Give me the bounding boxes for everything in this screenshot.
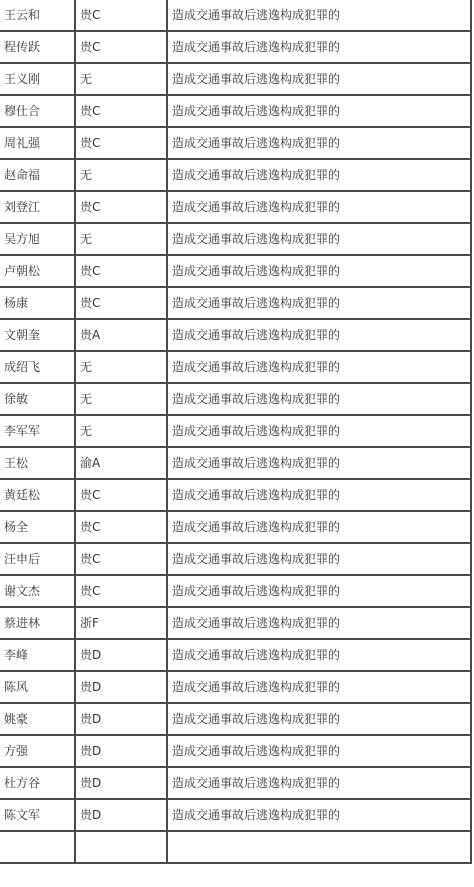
name-cell: 汪申后: [0, 543, 75, 575]
table-row: [0, 95, 471, 127]
name-cell: 杨康: [0, 287, 75, 319]
table-row: [0, 735, 471, 767]
table-row: [0, 255, 471, 287]
reason-cell: 造成交通事故后逃逸构成犯罪的: [167, 351, 471, 383]
table-row: [0, 511, 471, 543]
plate-cell: 贵C: [75, 287, 167, 319]
plate-cell: 贵C: [75, 31, 167, 63]
name-cell: 陈文军: [0, 799, 75, 831]
reason-cell: 造成交通事故后逃逸构成犯罪的: [167, 31, 471, 63]
reason-cell: 造成交通事故后逃逸构成犯罪的: [167, 415, 471, 447]
name-cell: 李军军: [0, 415, 75, 447]
reason-cell: 造成交通事故后逃逸构成犯罪的: [167, 159, 471, 191]
reason-cell: 造成交通事故后逃逸构成犯罪的: [167, 767, 471, 799]
name-cell: 杜方谷: [0, 767, 75, 799]
table-row: [0, 831, 471, 863]
name-cell: 谢文杰: [0, 575, 75, 607]
plate-cell: 贵C: [75, 479, 167, 511]
table-row: [0, 351, 471, 383]
name-cell: 徐敏: [0, 383, 75, 415]
table-row: [0, 127, 471, 159]
name-cell: 穆仕合: [0, 95, 75, 127]
reason-cell: 造成交通事故后逃逸构成犯罪的: [167, 319, 471, 351]
name-cell: 陈风: [0, 671, 75, 703]
table-row: [0, 799, 471, 831]
reason-cell: 造成交通事故后逃逸构成犯罪的: [167, 191, 471, 223]
reason-cell: 造成交通事故后逃逸构成犯罪的: [167, 63, 471, 95]
reason-cell: 造成交通事故后逃逸构成犯罪的: [167, 0, 471, 31]
plate-cell: 贵D: [75, 735, 167, 767]
reason-cell: 造成交通事故后逃逸构成犯罪的: [167, 607, 471, 639]
reason-cell: 造成交通事故后逃逸构成犯罪的: [167, 543, 471, 575]
table-row: [0, 319, 471, 351]
table-row: [0, 63, 471, 95]
plate-cell: 无: [75, 383, 167, 415]
plate-cell: 无: [75, 415, 167, 447]
name-cell: 赵命福: [0, 159, 75, 191]
reason-cell: [167, 831, 471, 863]
reason-cell: 造成交通事故后逃逸构成犯罪的: [167, 383, 471, 415]
table-row: [0, 671, 471, 703]
plate-cell: 无: [75, 351, 167, 383]
reason-cell: 造成交通事故后逃逸构成犯罪的: [167, 735, 471, 767]
plate-cell: 贵C: [75, 0, 167, 31]
plate-cell: 贵C: [75, 575, 167, 607]
table-row: [0, 767, 471, 799]
table-row: [0, 159, 471, 191]
name-cell: 刘登江: [0, 191, 75, 223]
table-row: [0, 639, 471, 671]
plate-cell: 无: [75, 159, 167, 191]
plate-cell: 贵D: [75, 703, 167, 735]
name-cell: 王云和: [0, 0, 75, 31]
plate-cell: [75, 831, 167, 863]
name-cell: 黄廷松: [0, 479, 75, 511]
reason-cell: 造成交通事故后逃逸构成犯罪的: [167, 511, 471, 543]
plate-cell: 贵C: [75, 543, 167, 575]
name-cell: 蔡进林: [0, 607, 75, 639]
reason-cell: 造成交通事故后逃逸构成犯罪的: [167, 799, 471, 831]
plate-cell: 贵C: [75, 255, 167, 287]
plate-cell: 贵D: [75, 799, 167, 831]
table-row: [0, 223, 471, 255]
plate-cell: 贵C: [75, 191, 167, 223]
reason-cell: 造成交通事故后逃逸构成犯罪的: [167, 479, 471, 511]
table-row: [0, 543, 471, 575]
reason-cell: 造成交通事故后逃逸构成犯罪的: [167, 703, 471, 735]
plate-cell: 贵A: [75, 319, 167, 351]
name-cell: 程传跃: [0, 31, 75, 63]
table-row: [0, 479, 471, 511]
reason-cell: 造成交通事故后逃逸构成犯罪的: [167, 255, 471, 287]
plate-cell: 渝A: [75, 447, 167, 479]
reason-cell: 造成交通事故后逃逸构成犯罪的: [167, 639, 471, 671]
reason-cell: 造成交通事故后逃逸构成犯罪的: [167, 95, 471, 127]
name-cell: 王松: [0, 447, 75, 479]
reason-cell: 造成交通事故后逃逸构成犯罪的: [167, 447, 471, 479]
table-row: [0, 31, 471, 63]
table-row: [0, 415, 471, 447]
name-cell: 姚豪: [0, 703, 75, 735]
name-cell: 李峰: [0, 639, 75, 671]
reason-cell: 造成交通事故后逃逸构成犯罪的: [167, 127, 471, 159]
plate-cell: 贵D: [75, 639, 167, 671]
name-cell: 成绍飞: [0, 351, 75, 383]
plate-cell: 无: [75, 223, 167, 255]
table-row: [0, 607, 471, 639]
reason-cell: 造成交通事故后逃逸构成犯罪的: [167, 287, 471, 319]
table-row: [0, 0, 471, 31]
reason-cell: 造成交通事故后逃逸构成犯罪的: [167, 575, 471, 607]
reason-cell: 造成交通事故后逃逸构成犯罪的: [167, 223, 471, 255]
plate-cell: 贵D: [75, 767, 167, 799]
plate-cell: 无: [75, 63, 167, 95]
name-cell: [0, 831, 75, 863]
name-cell: 周礼强: [0, 127, 75, 159]
table-row: [0, 447, 471, 479]
plate-cell: 浙F: [75, 607, 167, 639]
name-cell: 卢朝松: [0, 255, 75, 287]
plate-cell: 贵D: [75, 671, 167, 703]
table-row: [0, 287, 471, 319]
table-row: [0, 703, 471, 735]
plate-cell: 贵C: [75, 95, 167, 127]
name-cell: 吴方旭: [0, 223, 75, 255]
table-row: [0, 383, 471, 415]
plate-cell: 贵C: [75, 127, 167, 159]
plate-cell: 贵C: [75, 511, 167, 543]
table-row: [0, 191, 471, 223]
name-cell: 方强: [0, 735, 75, 767]
name-cell: 文朝奎: [0, 319, 75, 351]
name-cell: 王义刚: [0, 63, 75, 95]
table-row: [0, 575, 471, 607]
name-cell: 杨全: [0, 511, 75, 543]
reason-cell: 造成交通事故后逃逸构成犯罪的: [167, 671, 471, 703]
